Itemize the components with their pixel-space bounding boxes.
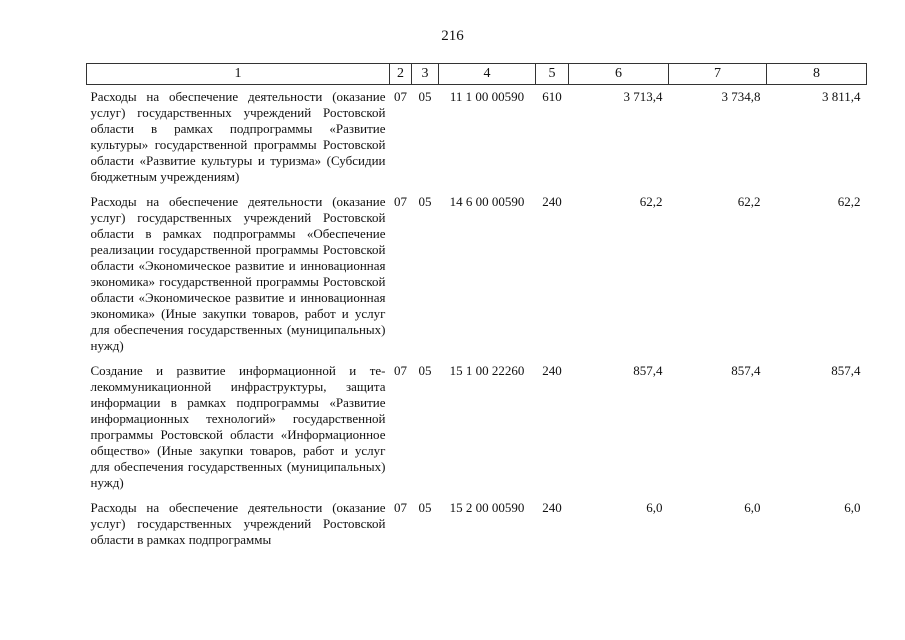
row-amount-year-3: 62,2: [837, 194, 861, 209]
row-amount-year-2: 857,4: [731, 363, 761, 378]
row-subsection-code: 05: [418, 363, 432, 378]
row-amount-year-3: 3 811,4: [821, 89, 861, 104]
header-col-5: 5: [536, 64, 569, 85]
table-row: [87, 500, 867, 557]
row-amount-year-3: 6,0: [844, 500, 861, 515]
header-col-3: 3: [412, 64, 439, 85]
row-target-article: 11 1 00 00590: [449, 89, 525, 104]
row-target-article: 15 1 00 22260: [449, 363, 525, 378]
row-expense-type: 240: [542, 500, 562, 515]
row-amount-year-2: 3 734,8: [721, 89, 761, 104]
header-col-6: 6: [569, 64, 669, 85]
header-col-1: 1: [87, 64, 390, 85]
row-target-article: 14 6 00 00590: [449, 194, 525, 209]
row-amount-year-1: 3 713,4: [623, 89, 663, 104]
row-description: Расходы на обеспечение деятельности (оказание услуг) государственных учреждений Ростовской области в рамках подпрограммы «Развитие культуры» государственной программы Ростовской области «Развитие культуры и туризма» (Субсидии бюджетным учреждениям): [90, 89, 386, 184]
row-section-code: 07: [394, 363, 407, 378]
row-description: Расходы на обеспечение деятельности (оказание услуг) государственных учреждений Ростовской области в рамках подпрограммы «Обеспечение реализации государственной программы Ростовской области «Экономическое развитие и инновационная экономика» государственной программы Ростовской области «Экономическое развитие и инновационная экономика» (Иные закупки товаров, работ и услуг для обеспечения государственных (муниципальных) нужд): [90, 194, 386, 353]
table-header-row: [87, 64, 867, 85]
row-section-code: 07: [394, 500, 407, 515]
row-subsection-code: 05: [418, 194, 432, 209]
row-section-code: 07: [394, 194, 407, 209]
row-amount-year-2: 6,0: [744, 500, 761, 515]
header-col-7: 7: [669, 64, 767, 85]
row-section-code: 07: [394, 89, 407, 104]
budget-table: [86, 63, 867, 557]
row-subsection-code: 05: [418, 89, 432, 104]
table-row: [87, 363, 867, 500]
header-col-8: 8: [767, 64, 867, 85]
row-amount-year-1: 857,4: [633, 363, 663, 378]
row-target-article: 15 2 00 00590: [449, 500, 525, 515]
row-amount-year-1: 6,0: [646, 500, 663, 515]
row-amount-year-2: 62,2: [737, 194, 761, 209]
row-expense-type: 610: [542, 89, 562, 104]
header-col-2: 2: [390, 64, 412, 85]
row-expense-type: 240: [542, 363, 562, 378]
table-row: [87, 194, 867, 363]
row-amount-year-3: 857,4: [831, 363, 861, 378]
row-expense-type: 240: [542, 194, 562, 209]
row-subsection-code: 05: [418, 500, 432, 515]
header-col-4: 4: [439, 64, 536, 85]
row-description: Создание и развитие информационной и телекоммуникационной инфраструктуры, защита информации в рамках подпрограммы «Развитие информационных технологий» государственной программы Ростовской области «Информационное общество» (Иные закупки товаров, работ и услуг для обеспечения государственных (муниципальных) нужд): [90, 363, 386, 490]
row-description: Расходы на обеспечение деятельности (оказание услуг) государственных учреждений Ростовской области в рамках подпрограммы: [90, 500, 386, 547]
page-number: 216: [441, 28, 464, 44]
row-amount-year-1: 62,2: [639, 194, 663, 209]
table-row: [87, 85, 867, 195]
